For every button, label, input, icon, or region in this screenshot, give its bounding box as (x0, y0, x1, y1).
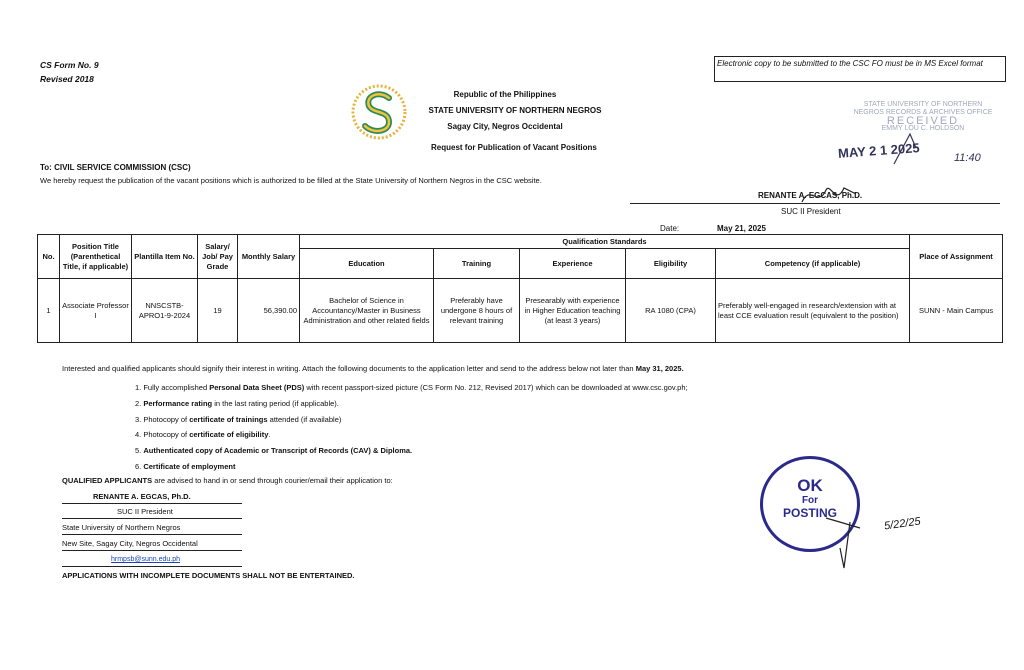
incomplete-warning: APPLICATIONS WITH INCOMPLETE DOCUMENTS SHALL NOT BE ENTERTAINED. (62, 571, 355, 580)
address-divider-3 (62, 534, 242, 535)
ok-stamp-signature (820, 508, 880, 578)
ok-stamp-ok: OK (797, 476, 823, 495)
initial-signature-mark (890, 128, 930, 168)
cell-salary: 56,390.00 (238, 279, 300, 343)
instructions-deadline: May 31, 2025. (635, 364, 684, 373)
col-plantilla: Plantilla Item No. (132, 235, 198, 279)
received-stamp-name: EMMY LOU C. HOLDSON (881, 125, 965, 132)
list-item: 5. Authenticated copy of Academic or Transcript of Records (CAV) & Diploma. (135, 446, 413, 456)
form-number: CS Form No. 9 (40, 60, 99, 70)
requirements-list (135, 380, 688, 475)
list-item: 3. Photocopy of certificate of trainings attended (if available) (135, 414, 342, 424)
address-location: New Site, Sagay City, Negros Occidental (62, 539, 198, 548)
list-item: 2. Performance rating in the last rating period (if applicable). (135, 398, 339, 408)
qualified-applicants-text: are advised to hand in or send through courier/email their application to: (152, 476, 393, 485)
received-stamp-date: MAY 2 1 2025 (837, 140, 921, 161)
addressee: To: CIVIL SERVICE COMMISSION (CSC) (40, 163, 191, 172)
col-salary: Monthly Salary (238, 235, 300, 279)
signature (800, 180, 860, 210)
col-position: Position Title (Parenthetical Title, if applicable) (60, 235, 132, 279)
col-education: Education (300, 249, 434, 279)
received-stamp-word: RECEIVED (886, 115, 960, 127)
header-address: Sagay City, Negros Occidental (447, 122, 563, 131)
ok-stamp-for: For (801, 495, 819, 506)
col-competency: Competency (if applicable) (716, 249, 910, 279)
signatory-line (630, 203, 1000, 204)
date-label: Date: (660, 224, 680, 233)
signatory-name: RENANTE A. EGCAS, Ph.D. (758, 191, 863, 200)
email-link[interactable]: hrmpsb@sunn.edu.ph (111, 556, 180, 563)
address-divider-2 (62, 518, 242, 519)
cell-position: Associate Professor I (60, 279, 132, 343)
request-text: We hereby request the publication of the vacant positions which is authorized to be filled at the State University of Northern Negros in the CSC website. (40, 176, 542, 185)
col-place: Place of Assignment (910, 235, 1003, 279)
address-divider-5 (62, 566, 242, 567)
header-university: STATE UNIVERSITY OF NORTHERN NEGROS (428, 106, 602, 115)
col-no: No. (38, 235, 60, 279)
received-stamp-line1: STATE UNIVERSITY OF NORTHERN (863, 101, 983, 108)
instructions-intro (62, 364, 684, 373)
address-divider-4 (62, 550, 242, 551)
address-title: SUC II President (117, 507, 173, 516)
received-stamp-line2: NEGROS RECORDS & ARCHIVES OFFICE (853, 109, 993, 116)
cell-education: Bachelor of Science in Accountancy/Master in Business Administration and other related fields (300, 279, 434, 343)
instructions-intro-text: Interested and qualified applicants should signify their interest in writing. Attach the following documents to the application letter and send to the address below not later than (62, 364, 634, 373)
cell-plantilla: NNSCSTB-APRO1-9-2024 (132, 279, 198, 343)
cell-training: Preferably have undergone 8 hours of relevant training (434, 279, 520, 343)
ok-stamp-posting: POSTING (782, 506, 837, 520)
header-title: Request for Publication of Vacant Positions (431, 143, 597, 152)
qualified-applicants-note (62, 476, 393, 485)
address-divider-1 (62, 503, 242, 504)
col-qualification: Qualification Standards (300, 235, 910, 249)
form-revised: Revised 2018 (40, 74, 94, 84)
ok-stamp-handwritten-date: 5/22/25 (883, 515, 922, 533)
signatory-title: SUC II President (781, 207, 841, 216)
header-republic: Republic of the Philippines (453, 90, 557, 99)
col-grade: Salary/ Job/ Pay Grade (198, 235, 238, 279)
list-item: 1. Fully accomplished Personal Data Sheet (PDS) with recent passport-sized picture (CS Form No. 212, Revised 2017) which can be downloaded at www.csc.gov.ph; (135, 383, 688, 392)
list-item: 6. Certificate of employment (135, 461, 236, 471)
cell-no: 1 (38, 279, 60, 343)
cell-eligibility: RA 1080 (CPA) (626, 279, 716, 343)
qualified-applicants-bold: QUALIFIED APPLICANTS (62, 476, 153, 485)
university-seal-logo (351, 82, 407, 142)
list-item: 4. Photocopy of certificate of eligibility. (135, 430, 271, 440)
cell-grade: 19 (198, 279, 238, 343)
col-eligibility: Eligibility (626, 249, 716, 279)
date-value: May 21, 2025 (717, 224, 766, 233)
address-org: State University of Northern Negros (62, 523, 181, 532)
cell-place: SUNN - Main Campus (910, 279, 1003, 343)
vacancy-table (37, 234, 1003, 343)
cell-competency: Preferably well-engaged in research/extension with at least CCE evaluation result (equivalent to the position) (716, 279, 910, 343)
address-name: RENANTE A. EGCAS, Ph.D. (93, 492, 191, 501)
received-stamp-time: 11:40 (954, 152, 981, 164)
col-experience: Experience (520, 249, 626, 279)
col-training: Training (434, 249, 520, 279)
electronic-copy-note: Electronic copy to be submitted to the CSC FO must be in MS Excel format (714, 56, 1006, 82)
cell-experience: Presearably with experience in Higher Education teaching (at least 3 years) (520, 279, 626, 343)
table-row (38, 279, 1003, 343)
